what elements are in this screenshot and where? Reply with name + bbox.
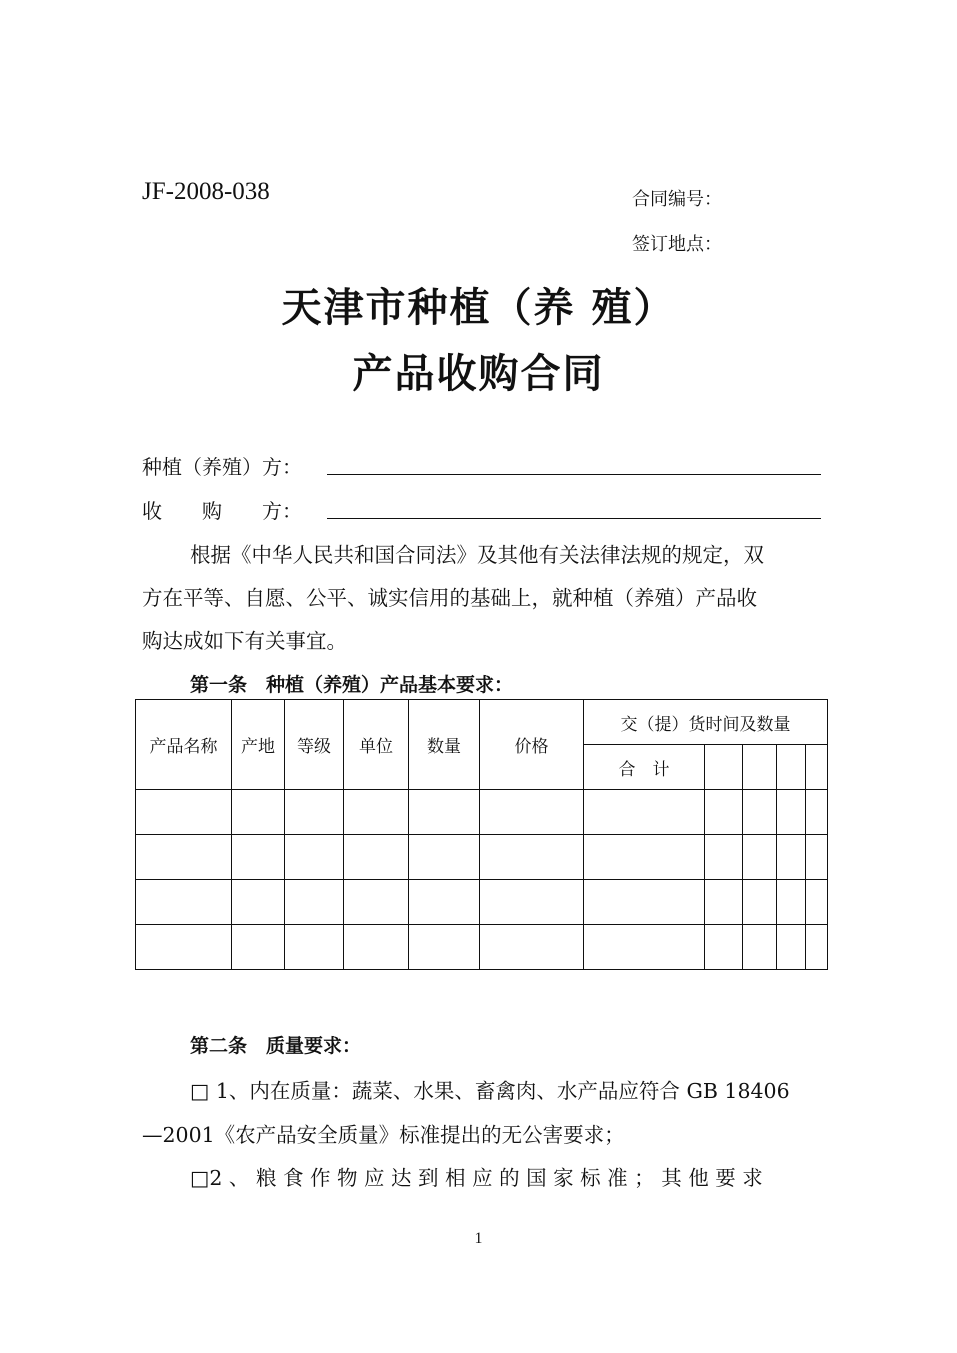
header-delivery-time-quantity: 交（提）货时间及数量 <box>584 700 828 745</box>
header-grade: 等级 <box>285 700 344 790</box>
document-title-line2: 产品收购合同 <box>352 350 605 397</box>
header-product-name: 产品名称 <box>136 700 232 790</box>
buyer-party-label: 收 购 方： <box>142 499 302 523</box>
intro-paragraph-line1: 根据《中华人民共和国合同法》及其他有关法律法规的规定，双 <box>190 543 764 567</box>
buyer-party-field[interactable] <box>327 518 821 519</box>
document-code: JF-2008-038 <box>142 178 270 205</box>
article2-heading: 第二条 质量要求： <box>190 1035 362 1057</box>
page-number: 1 <box>474 1230 483 1247</box>
product-requirements-table <box>135 699 828 970</box>
grower-party-label: 种植（养殖）方： <box>142 455 302 479</box>
table-row <box>136 880 828 925</box>
header-quantity: 数量 <box>409 700 480 790</box>
contract-number-label: 合同编号： <box>632 189 722 210</box>
table-cell <box>806 745 828 790</box>
intro-paragraph-line2: 方在平等、自愿、公平、诚实信用的基础上，就种植（养殖）产品收 <box>142 586 757 610</box>
header-unit: 单位 <box>344 700 409 790</box>
table-cell <box>743 745 777 790</box>
table-cell <box>705 745 743 790</box>
table-row <box>136 835 828 880</box>
signing-place-label: 签订地点： <box>632 234 722 255</box>
header-origin: 产地 <box>232 700 285 790</box>
table-row <box>136 790 828 835</box>
quality-item2-line1: □2 、 粮 食 作 物 应 达 到 相 应 的 国 家 标 准 ； 其 他 要 求 <box>190 1166 763 1190</box>
article1-heading: 第一条 种植（养殖）产品基本要求： <box>190 674 514 696</box>
quality-item1-line2: —2001《农产品安全质量》标准提出的无公害要求； <box>142 1123 625 1147</box>
document-title-line1: 天津市种植（养 殖） <box>281 284 676 331</box>
header-price: 价格 <box>480 700 584 790</box>
grower-party-field[interactable] <box>327 474 821 475</box>
quality-item1-line1: □ 1、内在质量：蔬菜、水果、畜禽肉、水产品应符合 GB 18406 <box>190 1079 790 1103</box>
intro-paragraph-line3: 购达成如下有关事宜。 <box>142 629 347 653</box>
header-total: 合 计 <box>584 745 705 790</box>
table-cell <box>777 745 806 790</box>
table-row <box>136 925 828 970</box>
